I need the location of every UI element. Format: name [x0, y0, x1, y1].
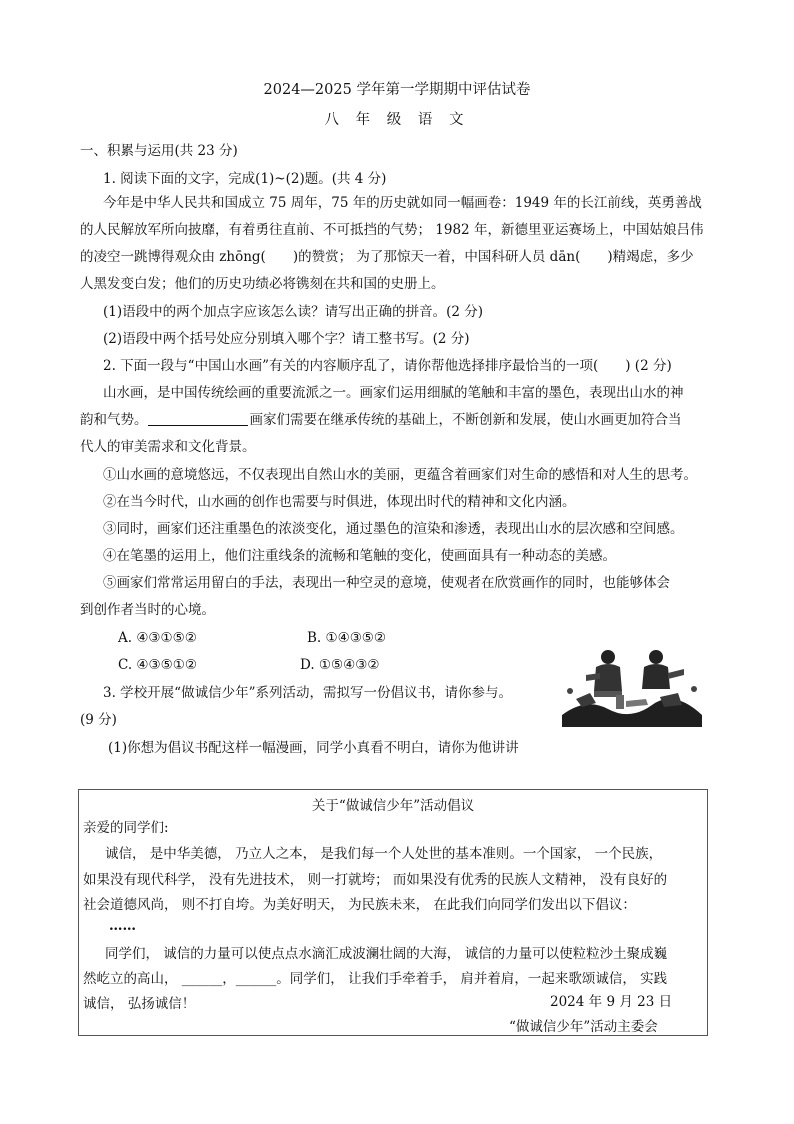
q2-item: ③同时，画家们还注重墨色的浓淡变化，通过墨色的渲染和渗透，表现出山水的层次感和空间感。 [103, 521, 684, 537]
q1-passage-line: 今年是中华人民共和国成立 75 周年，75 年的历史就如同一幅画卷：1949 年的长江前线，英勇善战 [103, 195, 702, 211]
q1-passage-line: 的人民解放军所向披靡，有着勇往直前、不可抵挡的气势； 1982 年，新德里亚运赛场上，中国姑娘吕伟 [80, 222, 704, 238]
page-title: 2024—2025 学年第一学期期中评估试卷 [263, 82, 531, 98]
section-heading: 一、积累与运用(共 23 分) [80, 143, 238, 159]
q2-item: ④在笔墨的运用上，他们注重线条的流畅和笔触的变化，使画面具有一种动态的美感。 [103, 548, 616, 564]
q2-item: ②在当今时代，山水画的创作也需要与时俱进，体现出时代的精神和文化内涵。 [103, 494, 576, 510]
proposal-greeting: 亲爱的同学们: [83, 820, 169, 836]
proposal-line: 同学们， 诚信的力量可以使点点水滴汇成波澜壮阔的大海， 诚信的力量可以使粒粒沙土聚成巍 [105, 946, 668, 962]
cartoon-illustration [556, 645, 706, 727]
q1-subquestion-2: (2)语段中两个括号处应分别填入哪个字？请工整书写。(2 分) [103, 331, 470, 347]
q3-subquestion-1: (1)你想为倡议书配这样一幅漫画，同学小真看不明白，请你为他讲讲 [108, 740, 519, 756]
proposal-title: 关于“做诚信少年”活动倡议 [311, 798, 475, 814]
q2-item: ①山水画的意境悠远，不仅表现出自然山水的美丽，更蕴含着画家们对生命的感悟和对人生的思考。 [103, 467, 697, 483]
question-1-prompt: 1. 阅读下面的文字，完成(1)~(2)题。(共 4 分) [103, 171, 387, 187]
proposal-organizer: “做诚信少年”活动主委会 [509, 1019, 658, 1035]
q1-passage-line: 的凌空一跳博得观众由 zhōng( )的赞赏； 为了那惊天一着，中国科研人员 dān( )精竭虑，多少 [80, 249, 694, 265]
q2-intro-text: 韵和气势。 [80, 412, 148, 428]
proposal-date: 2024 年 9 月 23 日 [550, 994, 673, 1010]
proposal-line: 诚信， 弘扬诚信！ [83, 996, 196, 1012]
question-3-points: (9 分) [80, 712, 117, 728]
q2-item-continued: 到创作者当时的心境。 [80, 602, 215, 618]
q2-intro-line: 山水画，是中国传统绘画的重要流派之一。画家们运用细腻的笔触和丰富的墨色，表现出山水的神 [103, 385, 684, 401]
q2-intro-line: 代人的审美需求和文化背景。 [80, 439, 256, 455]
q2-intro-line [80, 410, 682, 430]
q2-item: ⑤画家们常常运用留白的手法，表现出一种空灵的意境，使观者在欣赏画作的同时，也能够体会 [103, 575, 670, 591]
choice-d[interactable]: D. ①⑤④③② [300, 657, 380, 673]
proposal-line: 诚信， 是中华美德， 乃立人之本， 是我们每一个人处世的基本准则。一个国家， 一个民族， [105, 846, 663, 862]
question-3-prompt: 3. 学校开展“做诚信少年”系列活动，需拟写一份倡议书，请你参与。 [103, 685, 512, 701]
choice-b[interactable]: B. ①④③⑤② [307, 630, 387, 646]
q1-passage-line: 人黑发变白发；他们的历史功绩必将镌刻在共和国的史册上。 [80, 276, 445, 292]
q1-subquestion-1: (1)语段中的两个加点字应该怎么读？请写出正确的拼音。(2 分) [103, 304, 484, 320]
question-2-prompt: 2. 下面一段与“中国山水画”有关的内容顺序乱了，请你帮他选择排序最恰当的一项( ) (2 分) [103, 358, 672, 374]
proposal-line: 如果没有现代科学， 没有先进技术， 则一打就垮； 而如果没有优秀的民族人文精神， 没有良好的 [83, 872, 668, 888]
choice-c[interactable]: C. ④③⑤①② [118, 657, 197, 673]
fill-blank[interactable] [148, 411, 248, 426]
proposal-line: 社会道德风尚， 则不打自垮。为美好明天， 为民族未来， 在此我们向同学们发出以下倡议： [83, 897, 636, 913]
proposal-ellipsis: …… [109, 918, 136, 934]
choice-a[interactable]: A. ④③①⑤② [118, 630, 197, 646]
proposal-line: 然屹立的高山， ______，______。同学们， 让我们手牵着手， 肩并着肩，一起来歌颂诚信， 实践 [83, 971, 668, 987]
page-subtitle: 八 年 级 语 文 [324, 112, 470, 128]
q2-intro-text: 画家们需要在继承传统的基础上，不断创新和发展，使山水画更加符合当 [249, 412, 682, 428]
